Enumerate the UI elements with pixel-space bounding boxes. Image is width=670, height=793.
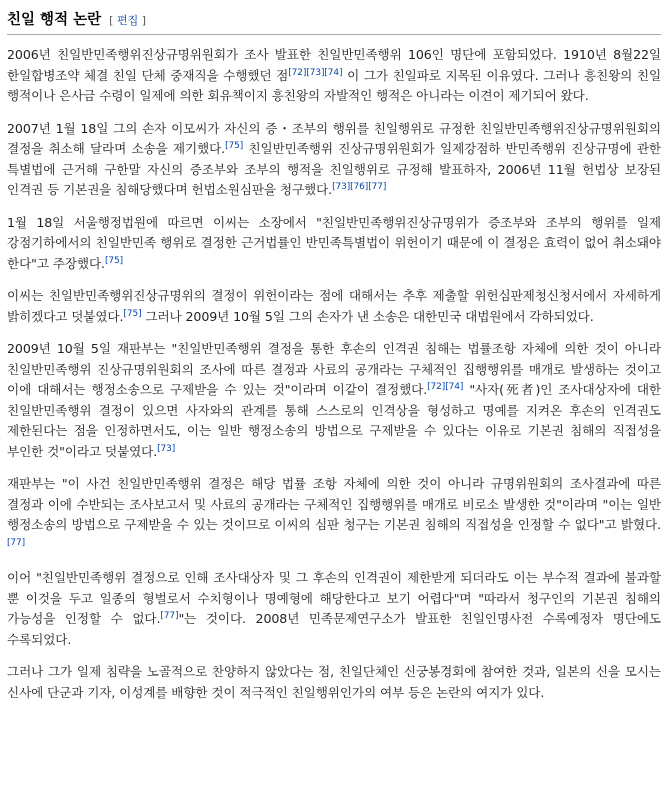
edit-link-label[interactable]: 편집 — [116, 14, 139, 27]
edit-section-link: [ 편집 ] — [109, 14, 146, 27]
paragraph-text: 1월 18일 서울행정법원에 따르면 이씨는 소장에서 "친일반민족행위진상규명위가 증조부와 조부의 행위를 일제 강점기하에서의 친일반민족 행위로 결정한 근거법률인 반민족특별법이 위헌이기 때문에 이 결정은 효력이 없어 취소돼야 한다"고 주장했다. — [7, 214, 661, 271]
section-header — [7, 8, 661, 35]
paragraph-text: "사자(死者)인 조사대상자에 대한 친일반민족행위 결정이 있으면 사자와의 관계를 통해 스스로의 인격상을 형성하고 명예를 지켜온 후손의 인격권도 제한된다는 점을 인정하면서도, 이는 일반 행정소송의 방법으로 구제받을 수 있다는 이유로 기본권 침해의 직접성을 부인한 것"이라고 덧붙였다. — [7, 382, 661, 459]
paragraph — [7, 286, 661, 327]
paragraph-text: 2006년 친일반민족행위진상규명위원회가 조사 발표한 친일반민족행위 106인 명단에 포함되었다. 1910년 8월22일 한일합병조약 체결 친일 단체 중재직을 수행했던 점 — [7, 47, 661, 83]
section-body — [7, 45, 661, 703]
paragraph-text: "는 것이다. 2008년 민족문제연구소가 발표한 친일인명사전 수록예정자 명단에도 수록되었다. — [7, 611, 661, 647]
paragraph — [7, 568, 661, 650]
citation-link[interactable]: [76] — [350, 181, 369, 192]
paragraph — [7, 662, 661, 703]
paragraph-text: 이 그가 친일파로 지목된 이유였다. 그러나 흥친왕의 친일 행적이나 은사금 수령이 일제에 의한 회유책이지 흥친왕의 자발적인 행적은 아니라는 이견이 제기되어 왔다. — [7, 67, 662, 103]
citation-link[interactable]: [77] — [7, 537, 26, 548]
citation-link[interactable]: [73] — [157, 443, 176, 454]
paragraph — [7, 119, 661, 201]
citation-link[interactable]: [75] — [104, 255, 124, 266]
citation-link[interactable]: [74] — [445, 381, 464, 392]
paragraph-text: 이어 "친일반민족행위 결정으로 인해 조사대상자 및 그 후손의 인격권이 제한받게 되더라도 이는 부수적 결과에 불과할 뿐 이것을 두고 일종의 형벌로서 수치형이나 명예형에 해당한다고 보기 어렵다"며 "따라서 청구인의 기본권 침해의 가능성을 인정할 수 없다. — [7, 570, 661, 626]
citation-link[interactable]: [73] — [306, 67, 325, 78]
citation-link[interactable]: [73] — [332, 181, 351, 192]
paragraph — [7, 45, 661, 107]
paragraph-text: 그러나 2009년 10월 5일 그의 손자가 낸 소송은 대한민국 대법원에서 각하되었다. — [141, 308, 594, 324]
paragraph-text: 2009년 10월 5일 재판부는 "친일반민족행위 결정을 통한 후손의 인격권 침해는 법률조항 자체에 의한 것이 아니라 친일반민족행위 진상규명위원회의 조사에 따른 결정과 사료의 공개라는 구체적인 집행행위를 매개로 발생하는 것이고 이에 대해서는 행정소송으로 구제받을 수 있는 것"이라며 이같이 결정했다. — [7, 341, 661, 397]
paragraph-text: 그러나 그가 일제 침략을 노골적으로 찬양하지 않았다는 점, 친일단체인 신궁봉경회에 참여한 것과, 일본의 신을 모시는 신사에 단군과 기자, 이성계를 배향한 것이 적극적인 친일행위인가의 여부 등은 논란의 여지가 있다. — [7, 664, 661, 700]
paragraph — [7, 213, 661, 275]
citation-link[interactable]: [75] — [123, 308, 142, 319]
citation-link[interactable]: [77] — [160, 610, 179, 621]
citation-link[interactable]: [72] — [427, 381, 446, 392]
citation-link[interactable]: [75] — [225, 140, 244, 151]
paragraph-text: 친일반민족행위 진상규명위원회가 일제강점하 반민족행위 진상규명에 관한 특별법에 근거해 구한말 자신의 증조부와 조부의 행적을 친일행위로 규정해 발표하자, 2006년 11월 헌법상 보장된 인격권 등 기본권을 침해당했다며 헌법소원심판을 청구했다. — [7, 141, 661, 197]
citation-link[interactable]: [72] — [288, 67, 307, 78]
paragraph-text: 이씨는 친일반민족행위진상규명위의 결정이 위헌이라는 점에 대해서는 추후 제출할 위헌심판제청신청서에서 자세하게 밝히겠다고 덧붙였다. — [7, 288, 661, 324]
paragraph-text: 2007년 1월 18일 그의 손자 이모씨가 자신의 증・조부의 행위를 친일행위로 규정한 친일반민족행위진상규명위원회의 결정을 취소해 달라며 소송을 제기했다. — [7, 120, 661, 156]
paragraph-text: 재판부는 "이 사건 친일반민족행위 결정은 해당 법률 조항 자체에 의한 것이 아니라 규명위원회의 조사결과에 따른 결정과 이에 수반되는 조사보고서 및 사료의 공개라는 구체적인 집행행위를 매개로 비로소 발생한 것"이라며 "이는 일반 행정소송의 방법으로 구제받을 수 있는 것이므로 이씨의 심판 청구는 기본권 침해의 직접성을 인정할 수 없다"고 밝혔다. — [7, 476, 661, 532]
paragraph — [7, 339, 661, 462]
citation-link[interactable]: [77] — [368, 181, 387, 192]
citation-link[interactable]: [74] — [324, 67, 343, 78]
paragraph — [7, 474, 661, 556]
section-title: 친일 행적 논란 — [7, 12, 102, 28]
